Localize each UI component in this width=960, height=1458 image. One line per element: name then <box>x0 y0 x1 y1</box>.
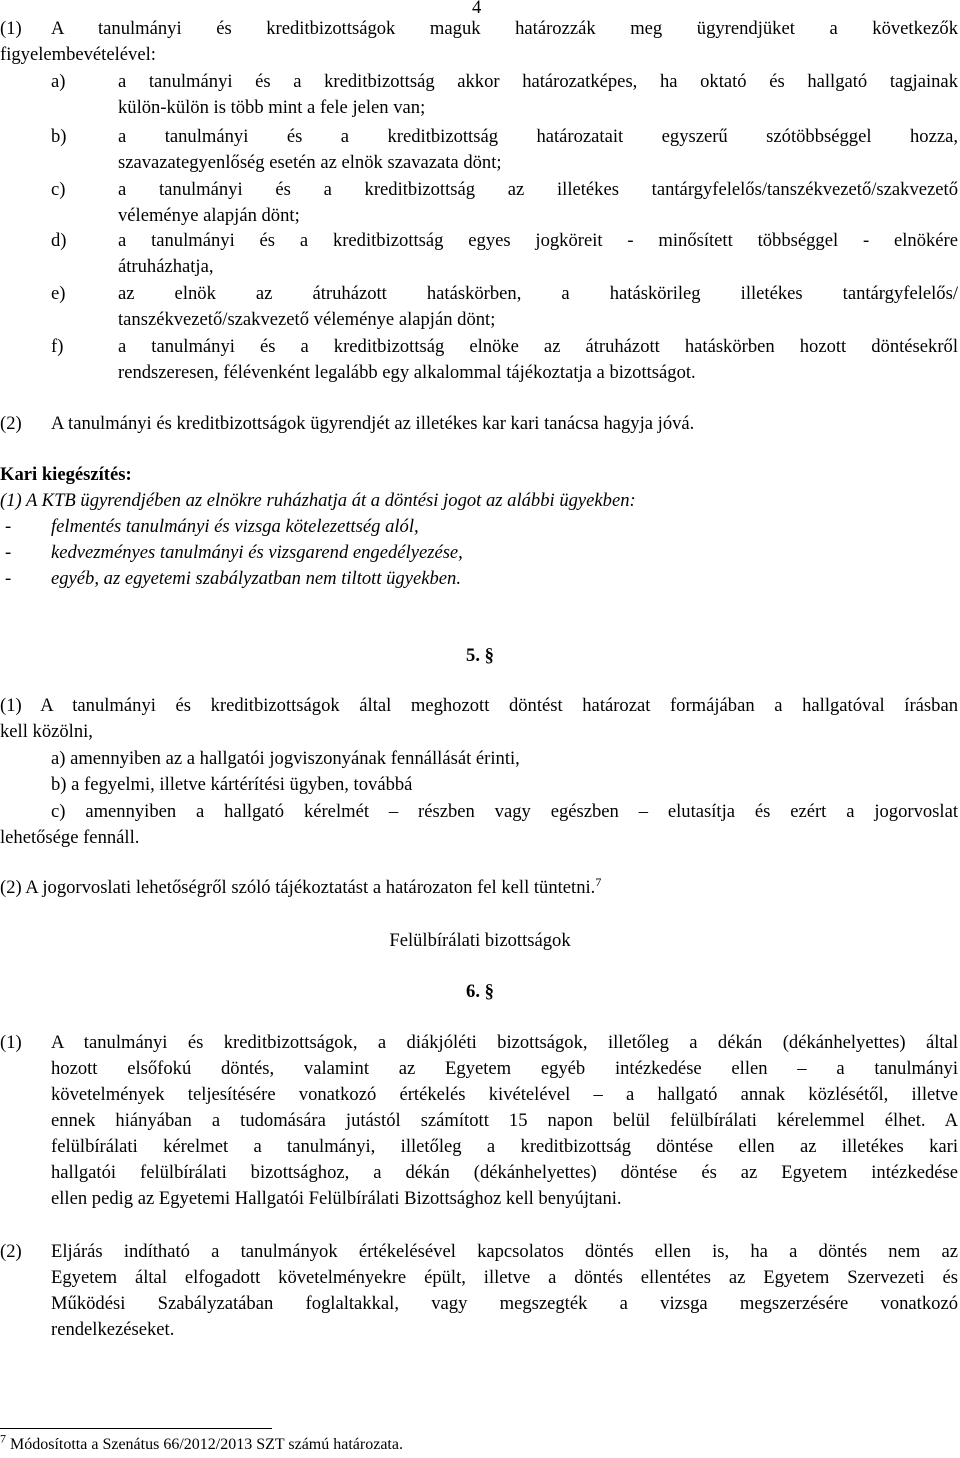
list-item-text: külön-külön is több mint a fele jelen van; <box>118 97 426 118</box>
list-item-text: lehetősége fennáll. <box>0 827 140 848</box>
list-item-text: b) a fegyelmi, illetve kártérítési ügyben, továbbá <box>51 774 413 795</box>
list-item-text: a tanulmányi és a kreditbizottság akkor határozatképes, ha oktató és hallgató tagjainak <box>118 71 958 92</box>
page-number: 4 <box>472 0 482 18</box>
list-item-label: e) <box>51 283 66 304</box>
paragraph-label: (2) <box>0 1241 22 1262</box>
section-title: Felülbírálati bizottságok <box>389 930 571 951</box>
list-item-text: az elnök az átruházott hatáskörben, a hatáskörileg illetékes tantárgyfelelős/ <box>118 283 958 304</box>
kari-heading: Kari kiegészítés: <box>0 464 132 485</box>
list-item-text: a tanulmányi és a kreditbizottság határozatait egyszerű szótöbbséggel hozza, <box>118 126 958 147</box>
section-heading: 5. § <box>466 645 494 666</box>
paragraph-text: hallgatói felülbírálati bizottsághoz, a dékán (dékánhelyettes) döntése és az Egyetem intézkedése <box>51 1162 958 1183</box>
footnote-text: Módosította a Szenátus 66/2012/2013 SZT számú határozata. <box>10 1436 403 1453</box>
bullet-text: felmentés tanulmányi és vizsga kötelezettség alól, <box>51 516 419 537</box>
list-item-label: a) <box>51 71 66 92</box>
list-item-text: a tanulmányi és a kreditbizottság elnöke az átruházott hatáskörben hozott döntésekről <box>118 336 958 357</box>
list-item-text: rendszeresen, félévenként legalább egy alkalommal tájékoztatja a bizottságot. <box>118 362 696 383</box>
paragraph-text: ennek hiányában a tudomására jutástól számított 15 napon belül felülbírálati kérelemmel élhet. A <box>51 1110 958 1131</box>
paragraph-text: rendelkezéseket. <box>51 1319 175 1340</box>
list-item-text: a tanulmányi és a kreditbizottság az illetékes tantárgyfelelős/tanszékvezető/szakvezető <box>118 179 958 200</box>
list-item-text: átruházhatja, <box>118 256 214 277</box>
paragraph-text: Egyetem által elfogadott követelményekre épült, illetve a döntés ellentétes az Egyetem Szervezeti és <box>51 1267 958 1288</box>
kari-intro: (1) A KTB ügyrendjében az elnökre ruházhatja át a döntési jogot az alábbi ügyekben: <box>0 490 636 511</box>
paragraph-body: (2) A jogorvoslati lehetőségről szóló tájékoztatást a határozaton fel kell tüntetni. <box>0 877 596 898</box>
footnote-separator <box>0 1428 272 1429</box>
bullet-text: kedvezményes tanulmányi és vizsgarend engedélyezése, <box>51 542 463 563</box>
paragraph-label: (2) <box>0 413 22 434</box>
paragraph-text: hozott elsőfokú döntés, valamint az Egyetem egyéb intézkedése ellen – a tanulmányi <box>51 1058 958 1079</box>
list-item-label: c) <box>51 179 66 200</box>
paragraph-text: A tanulmányi és kreditbizottságok maguk határozzák meg ügyrendjüket a következők <box>51 18 958 39</box>
footnote <box>0 1431 403 1456</box>
list-item-text: a) amennyiben az a hallgatói jogviszonyának fennállását érinti, <box>51 748 520 769</box>
paragraph-text: ellen pedig az Egyetemi Hallgatói Felülbírálati Bizottsághoz kell benyújtani. <box>51 1188 622 1209</box>
list-item-label: d) <box>51 230 67 251</box>
paragraph-text: A tanulmányi és kreditbizottságok, a diákjóléti bizottságok, illetőleg a dékán (dékánhelyettes) által <box>51 1032 958 1053</box>
bullet-text: egyéb, az egyetemi szabályzatban nem tiltott ügyekben. <box>51 568 461 589</box>
paragraph-text: Eljárás indítható a tanulmányok értékelésével kapcsolatos döntés ellen is, ha a döntés nem az <box>51 1241 958 1262</box>
paragraph-text: A tanulmányi és kreditbizottságok ügyrendjét az illetékes kar kari tanácsa hagyja jóvá. <box>51 413 695 434</box>
paragraph-text: felülbírálati kérelmet a tanulmányi, illetőleg a kreditbizottság döntése ellen az illetékes kari <box>51 1136 958 1157</box>
footnote-number: 7 <box>0 1431 6 1446</box>
section-heading: 6. § <box>466 981 494 1002</box>
bullet-dash: - <box>5 516 12 537</box>
paragraph-label: (1) <box>0 18 22 39</box>
paragraph-text: figyelembevételével: <box>0 44 156 65</box>
list-item-text: szavazategyenlőség esetén az elnök szavazata dönt; <box>118 152 502 173</box>
paragraph-text <box>0 876 601 900</box>
list-item-text: a tanulmányi és a kreditbizottság egyes jogköreit - minősített többséggel - elnökére <box>118 230 958 251</box>
bullet-dash: - <box>5 568 12 589</box>
paragraph-text: (1) A tanulmányi és kreditbizottságok által meghozott döntést határozat formájában a hallgatóval írásban <box>0 695 958 716</box>
paragraph-label: (1) <box>0 1032 22 1053</box>
footnote-ref: 7 <box>595 874 602 889</box>
list-item-text: tanszékvezető/szakvezető véleménye alapján dönt; <box>118 309 496 330</box>
bullet-dash: - <box>5 542 12 563</box>
list-item-text: c) amennyiben a hallgató kérelmét – részben vagy egészben – elutasítja és ezért a jogorvoslat <box>51 801 958 822</box>
paragraph-text: kell közölni, <box>0 721 93 742</box>
paragraph-text: Működési Szabályzatában foglaltakkal, vagy megszegték a vizsga megszerzésére vonatkozó <box>51 1293 958 1314</box>
paragraph-text: követelmények teljesítésére vonatkozó értékelés kivételével – a hallgató annak közlésétől, illetve <box>51 1084 958 1105</box>
list-item-label: f) <box>51 336 64 357</box>
list-item-label: b) <box>51 126 67 147</box>
list-item-text: véleménye alapján dönt; <box>118 205 300 226</box>
